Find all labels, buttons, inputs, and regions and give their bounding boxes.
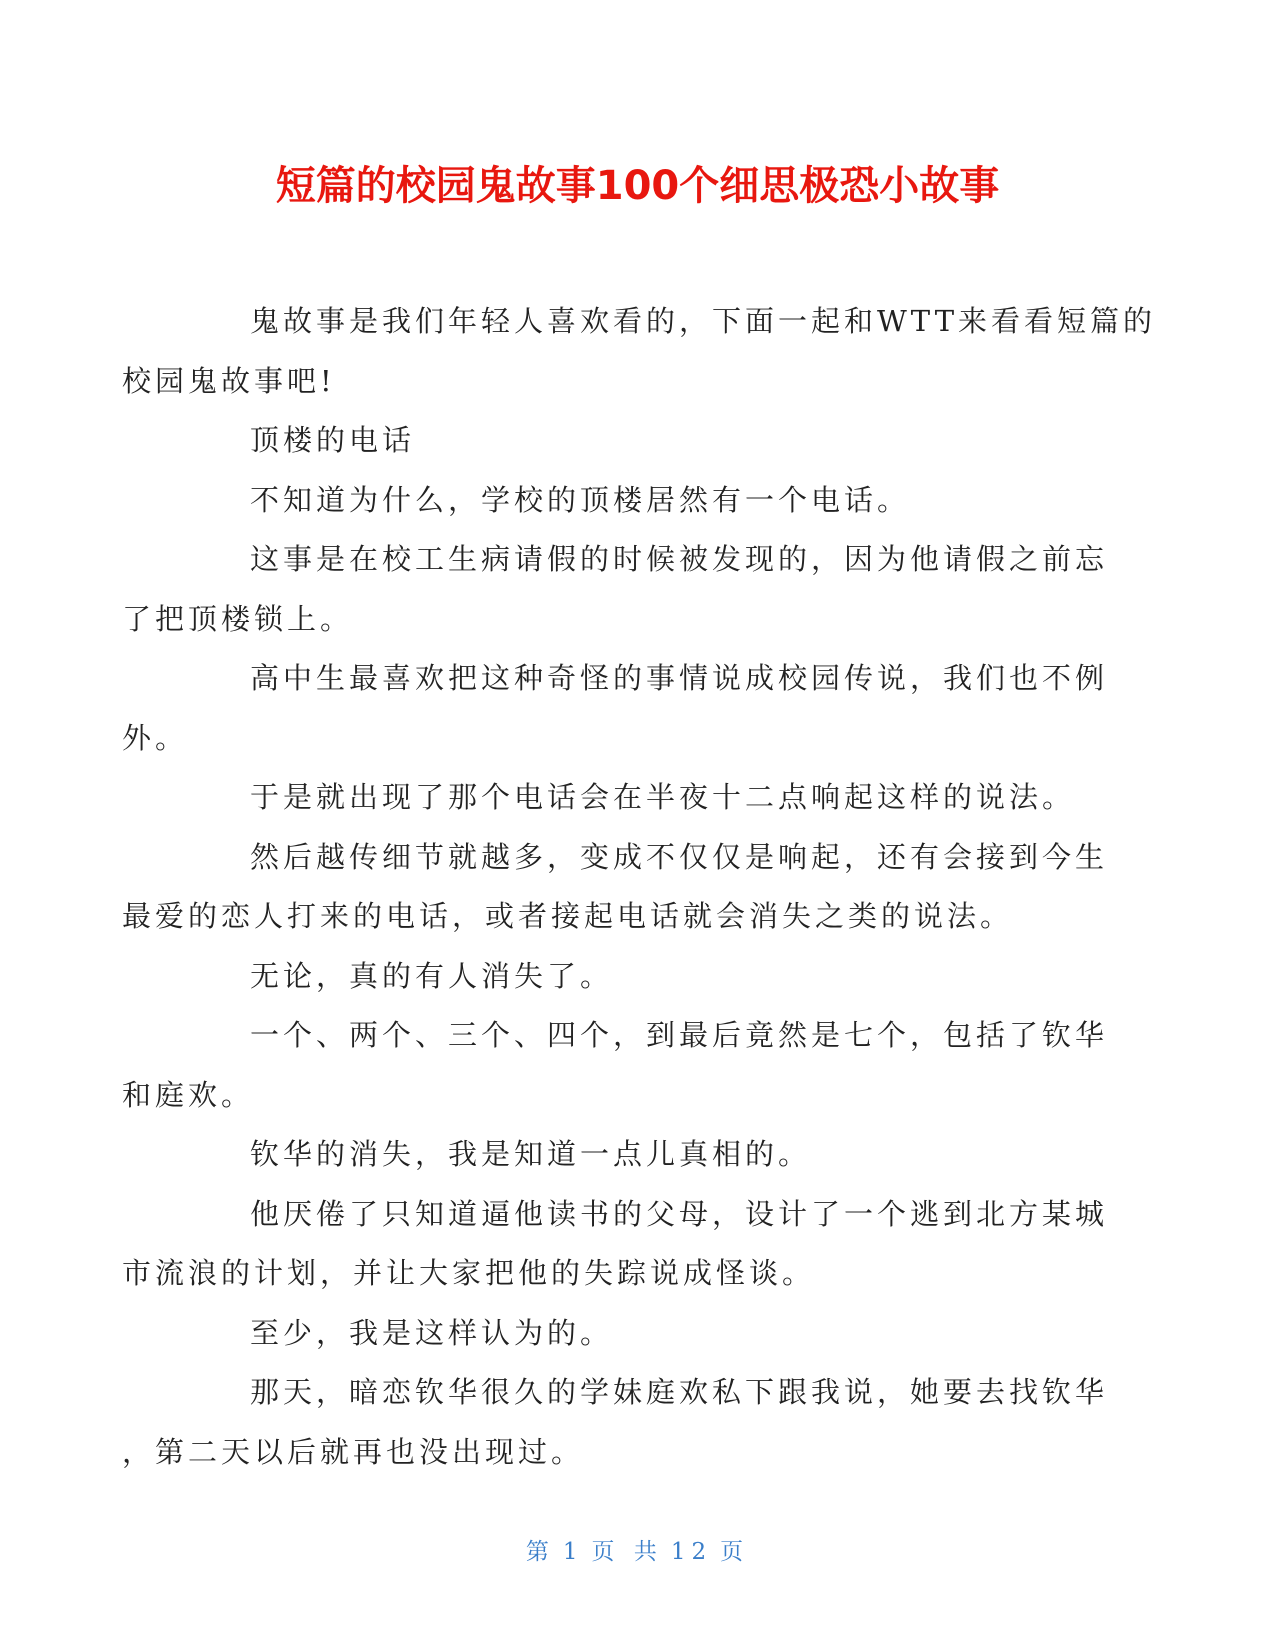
- paragraph: [122, 1185, 1109, 1304]
- footer-middle: 页 共: [591, 1539, 663, 1565]
- text-line: 鬼故事是我们年轻人喜欢看的，下面一起和WTT来看看短篇的: [250, 304, 1157, 338]
- text-line: 然后越传细节就越多，变成不仅仅是响起，还有会接到今生: [250, 839, 1109, 874]
- total-pages-number: 12: [670, 1539, 713, 1565]
- paragraph: [122, 292, 1157, 411]
- text-line: 了把顶楼锁上。: [122, 601, 354, 636]
- document-body: [122, 292, 1157, 1482]
- paragraph: [186, 1304, 1066, 1364]
- paragraph: [122, 649, 1109, 768]
- text-line: 最爱的恋人打来的电话，或者接起电话就会消失之类的说法。: [122, 899, 1014, 933]
- paragraph: [186, 947, 1066, 1007]
- paragraph: [122, 828, 1109, 947]
- text-line: 高中生最喜欢把这种奇怪的事情说成校园传说，我们也不例: [250, 661, 1109, 695]
- paragraph: [122, 1006, 1109, 1125]
- current-page-number: 1: [562, 1539, 584, 1565]
- paragraph: [186, 471, 1066, 531]
- text-line: 一个、两个、三个、四个，到最后竟然是七个，包括了钦华: [250, 1018, 1109, 1052]
- page-footer: [0, 1533, 1275, 1566]
- text-line: 市流浪的计划，并让大家把他的失踪说成怪谈。: [122, 1256, 816, 1290]
- page-title: 短篇的校园鬼故事100个细思极恐小故事: [275, 163, 1000, 209]
- paragraph: [186, 1125, 1066, 1185]
- text-line: 钦华的消失，我是知道一点儿真相的。: [250, 1137, 812, 1171]
- text-line: 和庭欢。: [122, 1077, 255, 1112]
- text-line: 那天，暗恋钦华很久的学妹庭欢私下跟我说，她要去找钦华: [250, 1375, 1109, 1409]
- paragraph: [122, 530, 1109, 649]
- section-heading: [186, 411, 1066, 471]
- text-line: 于是就出现了那个电话会在半夜十二点响起这样的说法。: [250, 780, 1076, 814]
- paragraph: [186, 768, 1076, 828]
- text-line: 无论，真的有人消失了。: [250, 958, 614, 993]
- text-line: 不知道为什么，学校的顶楼居然有一个电话。: [250, 482, 911, 517]
- footer-prefix: 第: [525, 1539, 555, 1565]
- text-line: 顶楼的电话: [250, 423, 416, 457]
- paragraph: [122, 1363, 1109, 1482]
- text-line: ，第二天以后就再也没出现过。: [122, 1434, 585, 1469]
- text-line: 这事是在校工生病请假的时候被发现的，因为他请假之前忘: [250, 542, 1109, 576]
- text-line: 校园鬼故事吧!: [122, 363, 336, 398]
- text-line: 他厌倦了只知道逼他读书的父母，设计了一个逃到北方某城: [250, 1196, 1109, 1231]
- text-line: 外。: [122, 720, 189, 755]
- footer-suffix: 页: [720, 1539, 750, 1565]
- text-line: 至少，我是这样认为的。: [250, 1315, 614, 1350]
